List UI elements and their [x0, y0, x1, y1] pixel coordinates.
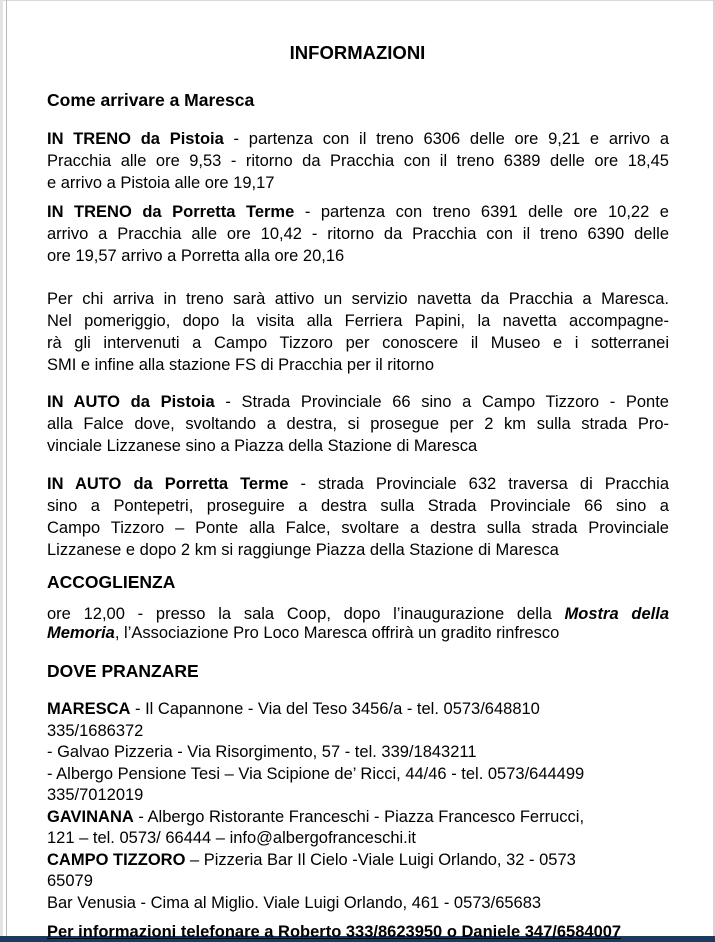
footer-contact-info: Per informazioni telefonare a Roberto 333/8623950 o Daniele 347/6584007	[47, 923, 622, 941]
list-item: 65079	[47, 872, 93, 890]
text-line: e arrivo a Pistoia alle ore 19,17	[47, 174, 275, 192]
heading-accoglienza: ACCOGLIENZA	[47, 572, 176, 592]
lead-bold: IN AUTO da Pistoia	[47, 393, 215, 411]
page-edge-line	[6, 0, 7, 942]
text-line: IN TRENO da Pistoia - partenza con il treno 6306 delle ore 9,21 e arrivo a	[47, 130, 669, 148]
text-line: IN TRENO da Porretta Terme - partenza con treno 6391 delle ore 10,22 e	[47, 203, 669, 221]
heading-dove-pranzare: DOVE PRANZARE	[47, 661, 199, 681]
text-line: vinciale Lizzanese sino a Piazza della Stazione di Maresca	[47, 437, 478, 455]
text-line: SMI e infine alla stazione FS di Pracchia per il ritorno	[47, 356, 435, 374]
text-line: Nel pomeriggio, dopo la visita alla Ferriera Papini, la navetta accompagne-	[47, 312, 669, 330]
text-line: Campo Tizzoro – Ponte alla Falce, svoltare a destra sulla strada Provinciale	[47, 519, 669, 537]
text-line: Memoria, l’Associazione Pro Loco Maresca offrirà un gradito rinfresco	[47, 624, 560, 642]
text-line: ore 12,00 - presso la sala Coop, dopo l’inaugurazione della Mostra della	[47, 605, 670, 623]
text-line: Pracchia alle ore 9,53 - ritorno da Pracchia con il treno 6389 delle ore 18,45	[47, 152, 669, 170]
list-item: 335/7012019	[47, 786, 144, 804]
heading-come-arrivare: Come arrivare a Maresca	[47, 90, 255, 110]
text-line: rà gli intervenuti a Campo Tizzoro per conoscere il Museo e i sotterranei	[47, 334, 669, 352]
page-edge-top	[0, 0, 715, 1]
list-item: Bar Venusia - Cima al Miglio. Viale Luigi Orlando, 461 - 0573/65683	[47, 893, 542, 912]
emphasis-mostra-della: Mostra della	[564, 605, 670, 623]
text-line: ore 19,57 arrivo a Porretta alla ore 20,16	[47, 247, 345, 265]
lead-bold: IN TRENO da Pistoia	[47, 130, 224, 148]
text-line: alla Falce dove, svoltando a destra, si prosegue per 2 km sulla strada Pro-	[47, 415, 669, 433]
lead-bold: IN TRENO da Porretta Terme	[47, 203, 295, 221]
list-item: CAMPO TIZZORO – Pizzeria Bar Il Cielo -Viale Luigi Orlando, 32 - 0573	[47, 850, 576, 869]
text-line: Per chi arriva in treno sarà attivo un servizio navetta da Pracchia a Maresca.	[47, 290, 669, 308]
page-title: INFORMAZIONI	[289, 42, 426, 63]
list-item: 335/1686372	[47, 721, 144, 740]
lead-bold: IN AUTO da Porretta Terme	[47, 475, 289, 493]
list-item: 121 – tel. 0573/ 66444 – info@albergofranceschi.it	[47, 829, 417, 847]
paragraph-in-auto-da-porretta-terme	[47, 473, 669, 561]
paragraph-servizio-navetta	[47, 288, 669, 376]
text-line: sino a Pontepetri, proseguire a destra sulla Strada Provinciale 66 sino a	[47, 497, 669, 515]
text-line: arrivo a Pracchia alle ore 10,42 - ritorno da Pracchia con il treno 6390 delle	[47, 225, 669, 243]
text-line: Lizzanese e dopo 2 km si raggiunge Piazza della Stazione di Maresca	[47, 541, 559, 559]
emphasis-memoria: Memoria	[47, 624, 115, 642]
list-item: - Galvao Pizzeria - Via Risorgimento, 57 - tel. 339/1843211	[47, 743, 477, 761]
paragraph-in-treno-da-pistoia	[47, 128, 669, 194]
page-edge-left	[0, 0, 3, 942]
text-line: IN AUTO da Porretta Terme - strada Provinciale 632 traversa di Pracchia	[47, 475, 669, 493]
text-line: IN AUTO da Pistoia - Strada Provinciale 66 sino a Campo Tizzoro - Ponte	[47, 393, 669, 411]
list-dove-pranzare	[47, 699, 669, 914]
place-bold: CAMPO TIZZORO	[47, 850, 186, 869]
list-item: GAVINANA - Albergo Ristorante Franceschi - Piazza Francesco Ferrucci,	[47, 807, 585, 826]
paragraph-accoglienza	[47, 605, 669, 643]
list-item: - Albergo Pensione Tesi – Via Scipione de’ Ricci, 44/46 - tel. 0573/644499	[47, 764, 585, 783]
place-bold: MARESCA	[47, 700, 131, 718]
paragraph-in-treno-da-porretta-terme	[47, 201, 669, 267]
list-item: MARESCA - Il Capannone - Via del Teso 3456/a - tel. 0573/648810	[47, 700, 540, 718]
place-bold: GAVINANA	[47, 807, 134, 826]
paragraph-in-auto-da-pistoia	[47, 391, 669, 457]
